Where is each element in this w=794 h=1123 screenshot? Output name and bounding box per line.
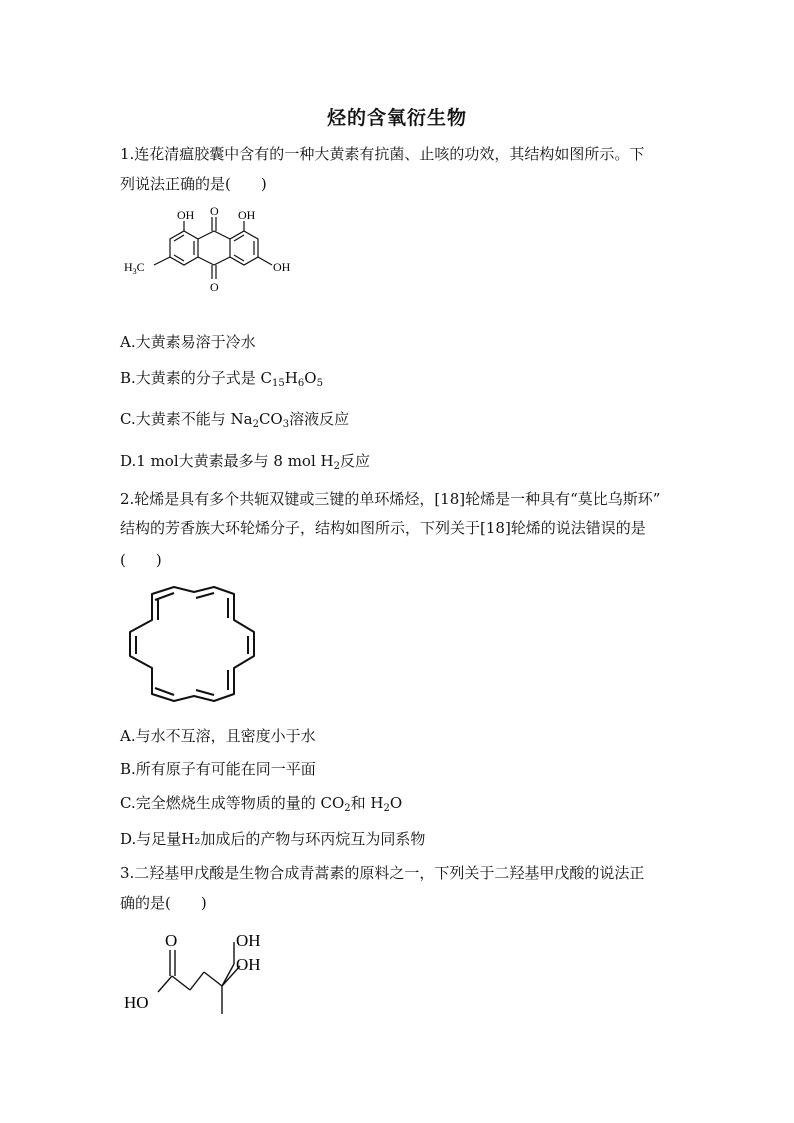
q1-ch3-c: C xyxy=(136,260,145,274)
q1-option-c: C.大黄素不能与 $Na_2CO_3$溶液反应 xyxy=(120,410,350,430)
q3-o: O xyxy=(165,931,178,950)
q3-oh-2: OH xyxy=(236,955,261,974)
q2-option-c: C.完全燃烧生成等物质的量的 $CO_2$和 $H_2O$ xyxy=(120,794,403,814)
q1-emodin-structure xyxy=(118,205,328,315)
q1-o-bottom: O xyxy=(210,280,219,294)
q2-annulene-structure xyxy=(122,580,272,710)
q3-stem-line1: 3.二羟基甲戊酸是生物合成青蒿素的原料之一，下列关于二羟基甲戊酸的说法正 xyxy=(120,864,645,882)
q2-stem-line3: ( ) xyxy=(120,551,162,569)
q2-stem-line2: 结构的芳香族大环轮烯分子，结构如图所示，下列关于[18]轮烯的说法错误的是 xyxy=(120,519,646,537)
q1-oh-mid: OH xyxy=(238,208,256,222)
q1-option-b: B.大黄素的分子式是 $C_{15}H_6O_5$ xyxy=(120,369,323,389)
q1-oh-right: OH xyxy=(273,260,291,274)
svg-text:H3C xyxy=(124,260,145,276)
q3-mevalonic-acid-structure xyxy=(120,928,290,1023)
page-title: 烃的含氧衍生物 xyxy=(326,107,467,129)
q1-option-a: A.大黄素易溶于冷水 xyxy=(120,333,256,351)
q1-ch3-h: H xyxy=(124,260,133,274)
q1-option-d: D.1 mol大黄素最多与 8 mol $H_2$反应 xyxy=(120,452,370,472)
q3-oh-1: OH xyxy=(236,931,261,950)
q3-ho: HO xyxy=(124,993,149,1012)
q2-option-d: D.与足量H₂加成后的产物与环丙烷互为同系物 xyxy=(120,830,426,848)
q3-stem-line2: 确的是( ) xyxy=(120,894,207,912)
q2-stem-line1: 2.轮烯是具有多个共轭双键或三键的单环烯烃，[18]轮烯是一种具有“莫比乌斯环” xyxy=(120,490,661,508)
q1-oh-left: OH xyxy=(177,208,195,222)
q1-stem-line2: 列说法正确的是( ) xyxy=(120,175,267,193)
q2-option-b: B.所有原子有可能在同一平面 xyxy=(120,760,316,778)
q1-stem-line1: 1.连花清瘟胶囊中含有的一种大黄素有抗菌、止咳的功效，其结构如图所示。下 xyxy=(120,145,645,163)
q1-ch3-sub: 3 xyxy=(132,267,137,276)
q2-option-a: A.与水不互溶，且密度小于水 xyxy=(120,727,316,745)
q1-o-top: O xyxy=(210,205,219,218)
